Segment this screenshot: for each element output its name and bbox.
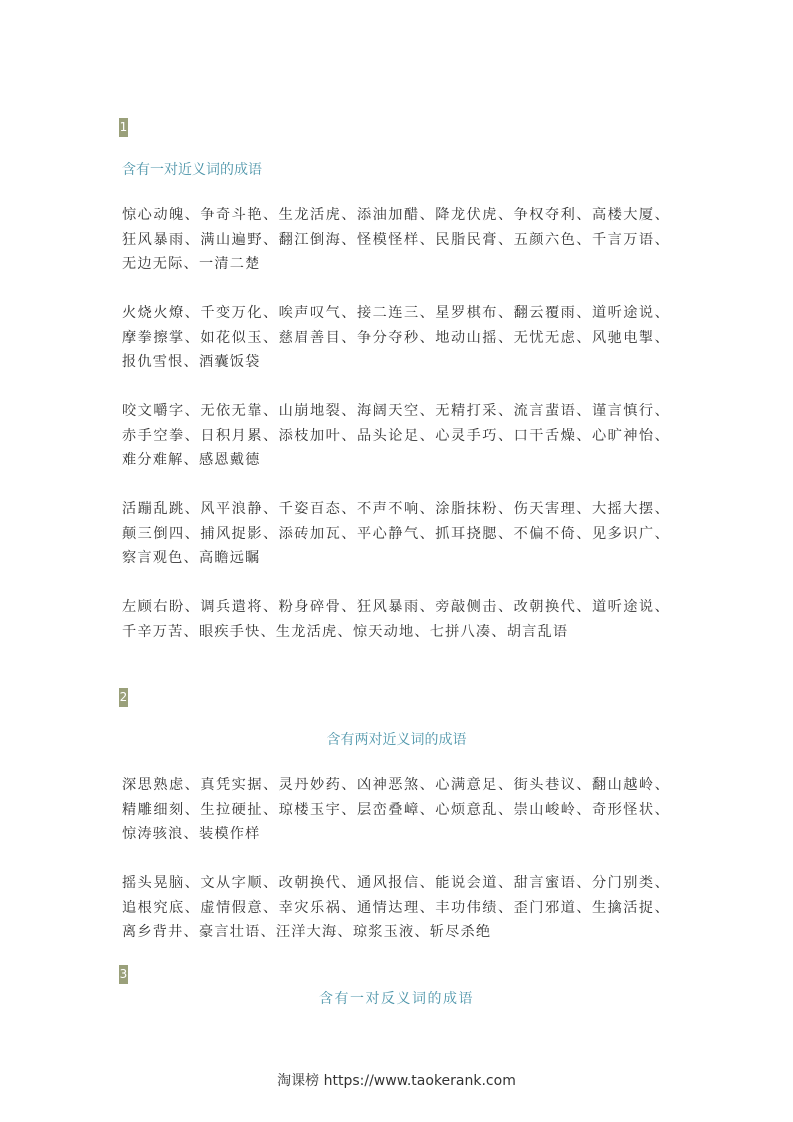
- section-heading: 含有两对近义词的成语: [326, 732, 467, 748]
- section-number-badge: 1: [119, 118, 128, 137]
- idiom-paragraph: 火烧火燎、千变万化、唉声叹气、接二连三、星罗棋布、翻云覆雨、道听途说、摩拳擦掌、如花似玉、慈眉善目、争分夺秒、地动山摇、无忧无虑、风驰电掣、报仇雪恨、酒囊饭袋: [122, 305, 670, 370]
- footer-watermark: 淘课榜 https://www.taokerank.com: [277, 1073, 516, 1089]
- idiom-paragraph: 左顾右盼、调兵遣将、粉身碎骨、狂风暴雨、旁敲侧击、改朝换代、道听途说、千辛万苦、眼疾手快、生龙活虎、惊天动地、七拼八凑、胡言乱语: [122, 599, 670, 640]
- idiom-paragraph: 惊心动魄、争奇斗艳、生龙活虎、添油加醋、降龙伏虎、争权夺利、高楼大厦、狂风暴雨、满山遍野、翻江倒海、怪模怪样、民脂民膏、五颜六色、千言万语、无边无际、一清二楚: [122, 207, 670, 272]
- idiom-paragraph: 摇头晃脑、文从字顺、改朝换代、通风报信、能说会道、甜言蜜语、分门别类、追根究底、虚情假意、幸灾乐祸、通情达理、丰功伟绩、歪门邪道、生擒活捉、离乡背井、豪言壮语、汪洋大海、琼浆玉液、斩尽杀绝: [122, 875, 670, 940]
- idiom-paragraph: 深思熟虑、真凭实据、灵丹妙药、凶神恶煞、心满意足、街头巷议、翻山越岭、精雕细刻、生拉硬扯、琼楼玉宇、层峦叠嶂、心烦意乱、崇山峻岭、奇形怪状、惊涛骇浪、装模作样: [122, 777, 670, 842]
- section-number-badge: 3: [119, 965, 128, 984]
- section-heading: 含有一对近义词的成语: [122, 162, 262, 178]
- section-number-badge: 2: [119, 688, 128, 707]
- idiom-paragraph: 咬文嚼字、无依无靠、山崩地裂、海阔天空、无精打采、流言蜚语、谨言慎行、赤手空拳、日积月累、添枝加叶、品头论足、心灵手巧、口干舌燥、心旷神怡、难分难解、感恩戴德: [122, 403, 670, 468]
- idiom-paragraph: 活蹦乱跳、风平浪静、千姿百态、不声不响、涂脂抹粉、伤天害理、大摇大摆、颠三倒四、捕风捉影、添砖加瓦、平心静气、抓耳挠腮、不偏不倚、见多识广、察言观色、高瞻远瞩: [122, 501, 670, 566]
- section-heading: 含有一对反义词的成语: [319, 991, 474, 1007]
